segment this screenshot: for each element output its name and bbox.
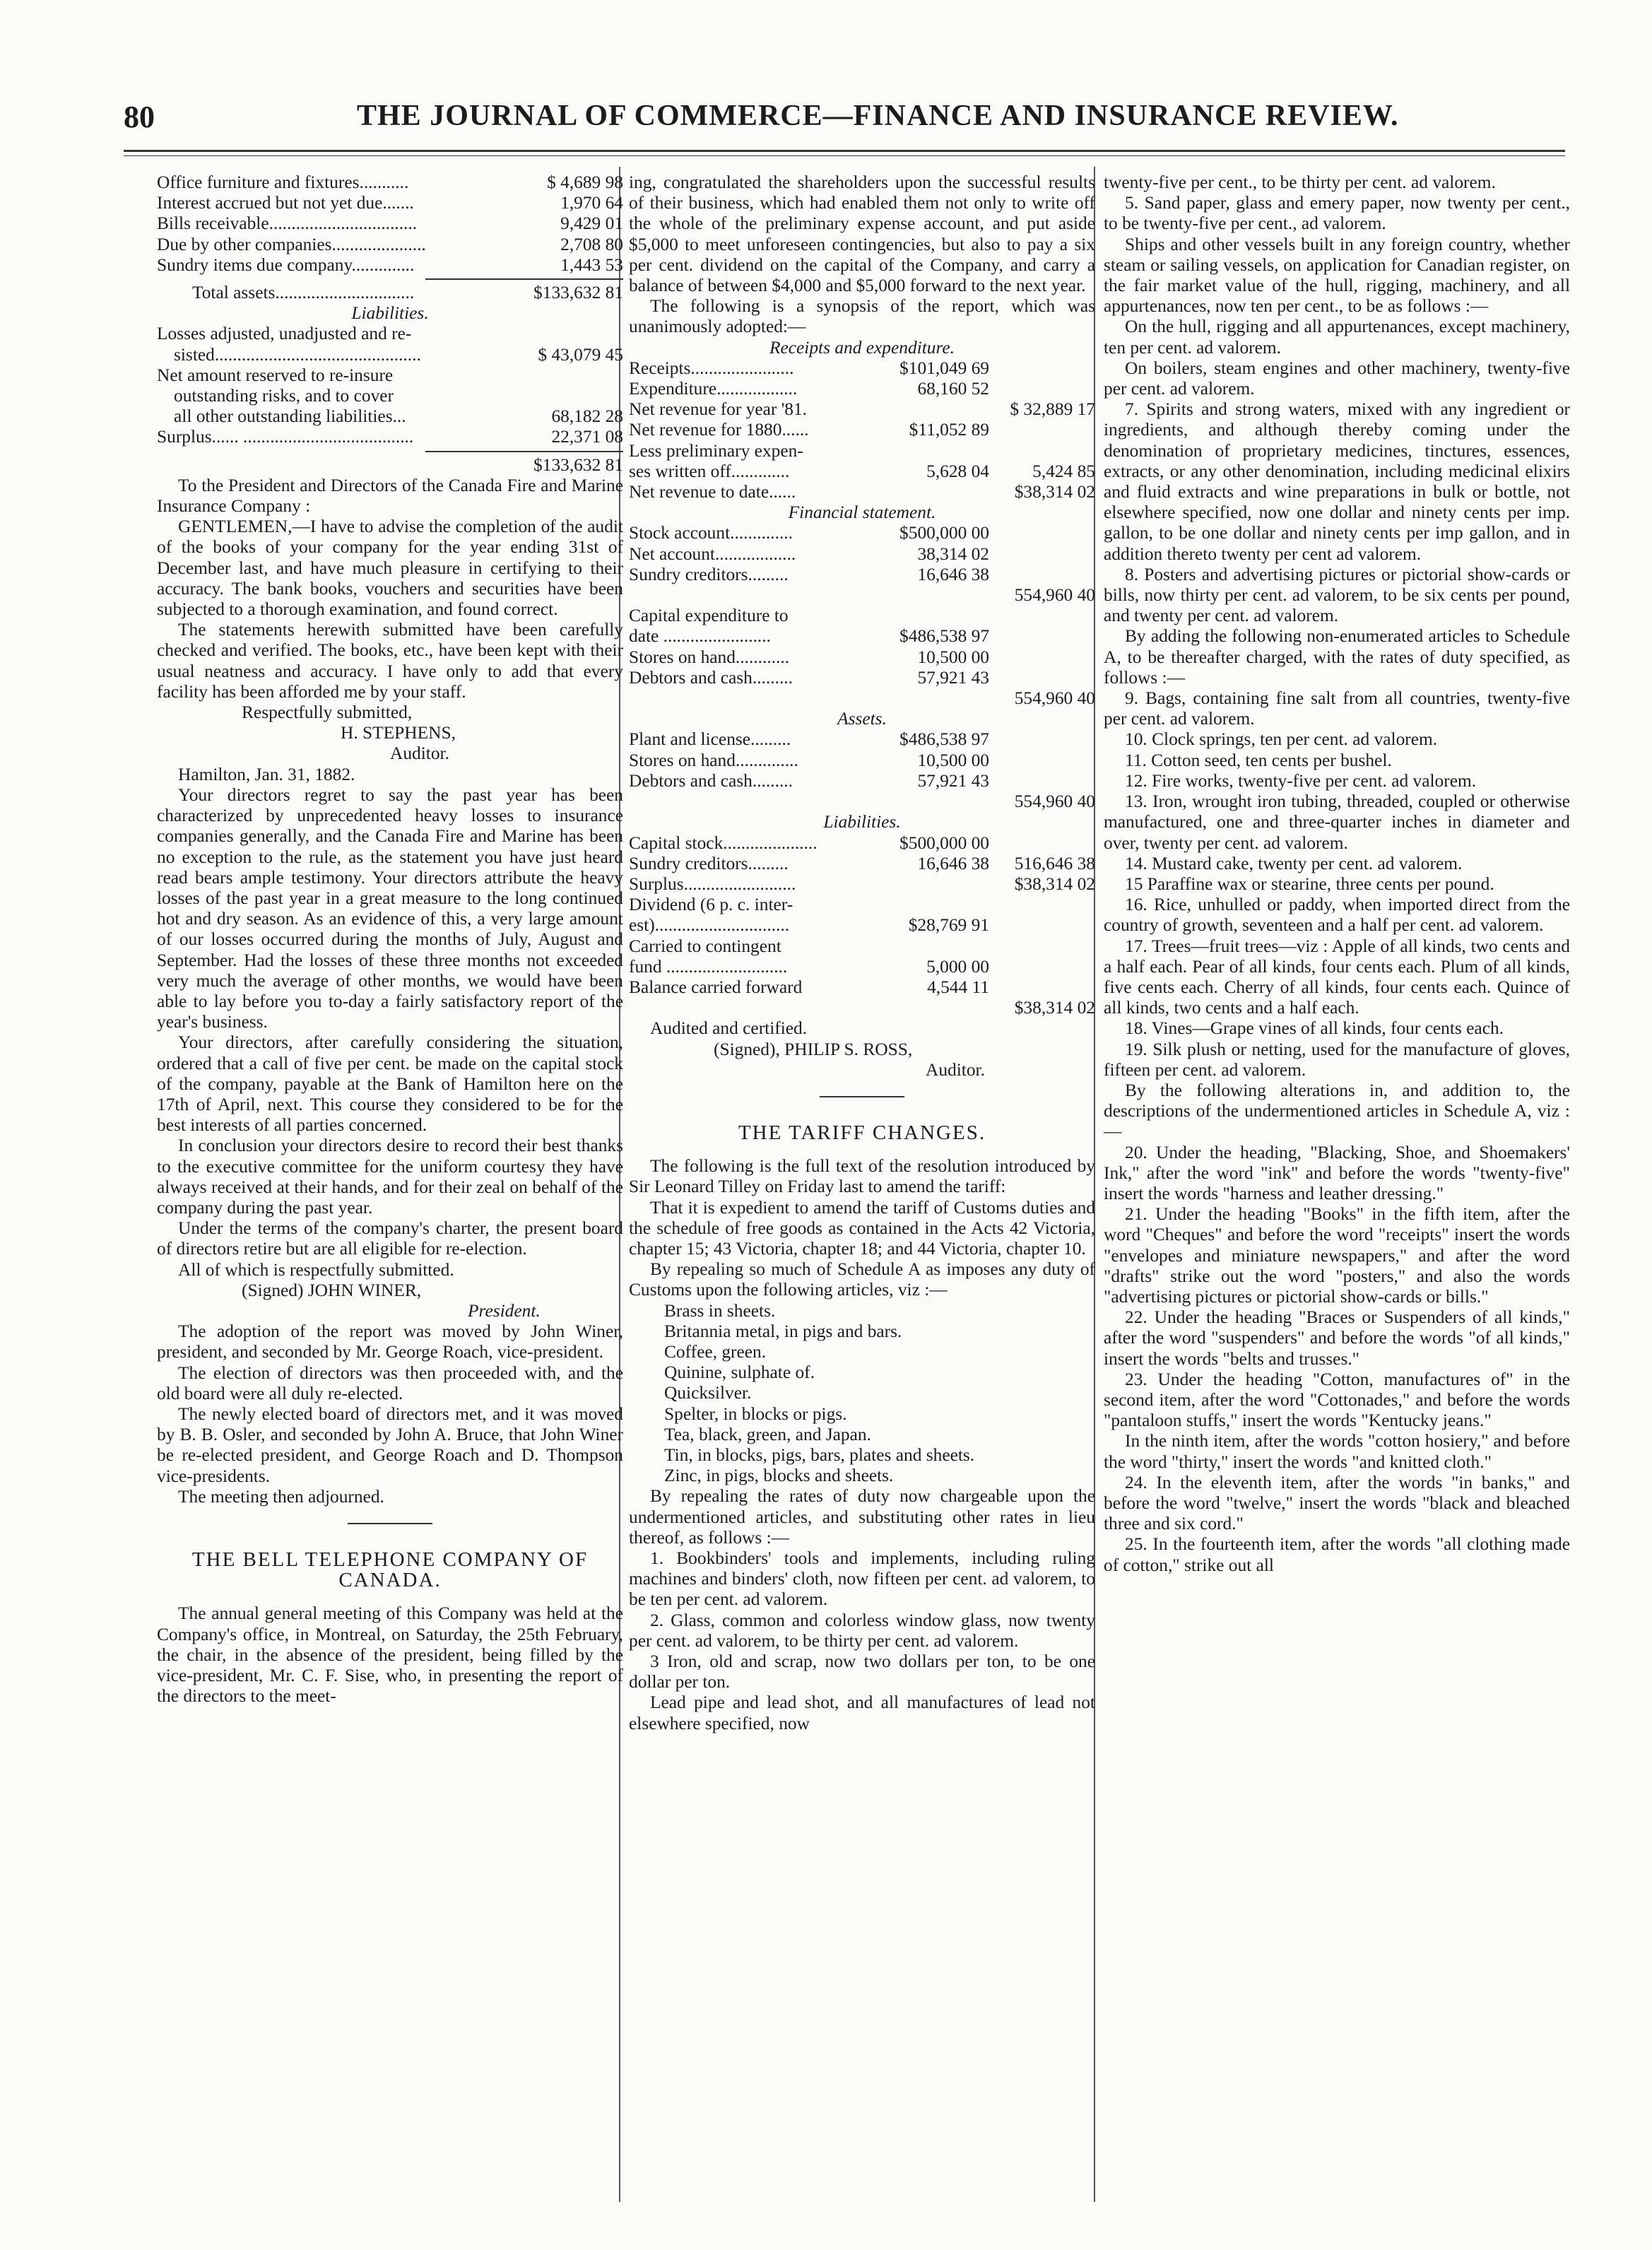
assets-table-2 (629, 729, 1095, 812)
ledger-total (989, 647, 1095, 668)
auditor-name: H. STEPHENS, (341, 723, 456, 743)
ledger-row: Net amount reserved to re-insure (157, 365, 394, 385)
ledger-row (629, 544, 1095, 565)
ledger-row: sisted.............................................. $ 43,079 45 (174, 344, 623, 365)
list-item: Quinine, sulphate of. (664, 1362, 815, 1383)
ledger-amount: 10,500 00 (917, 647, 989, 667)
directors-paragraph: Your directors regret to say the past year has been characterized by unprecedented heavy losses to insurance companies generally, and the Canada Fire and Marine has been no exception to the rule, as the statement you have just heard read bears ample testimony. Your directors attribute the heavy losses of the past year in a great measure to the long continued hot and dry season. As an evidence of this, a very large amount of our losses occurred during the months of July, August and September. Had the losses of these three months not exceeded very much the average of other months, we would have been able to lay before you to-day a fairly satisfactory report of the year's business. (157, 784, 623, 1032)
report-paragraph: ing, congratulated the shareholders upon the successful results of their business, which had enabled them not only to write off the whole of the preliminary expense account, and put aside $5,000 to meet unforeseen contingencies, but also to pay a six per cent. dividend on the capital of the Company, and carry a balance of between $4,000 and $5,000 forward to the next year. (629, 172, 1095, 296)
ross-signature: (Signed), PHILIP S. ROSS, (714, 1039, 913, 1059)
ledger-row (629, 771, 1095, 791)
ledger-total: 554,960 40 (1014, 585, 1095, 606)
ross-title: Auditor. (926, 1059, 985, 1080)
directors-paragraph: Your directors, after carefully considering the situation, ordered that a call of five per cent. be made on the capital stock of the company, payable at the Bank of Hamilton here on the 17th of April, next. This course they considered to be for the best interests of all parties concerned. (157, 1032, 623, 1136)
ledger-row (629, 420, 1095, 440)
column-1 (157, 172, 623, 2208)
ledger-amount (883, 441, 989, 461)
ledger-amount (883, 895, 989, 915)
ledger-row (629, 441, 1095, 461)
tariff-item: 3 Iron, old and scrap, now two dollars per ton, to be one dollar per ton. (629, 1651, 1095, 1692)
ledger-amount: $500,000 00 (899, 523, 989, 543)
ledger-row (629, 833, 1095, 854)
ledger-row (629, 482, 1095, 502)
ledger-row: Bills receivable................................. 9,429 01 (157, 213, 623, 234)
directors-paragraph: All of which is respectfully submitted. (178, 1259, 454, 1280)
ledger-row (629, 565, 1095, 585)
audited-line: Audited and certified. (650, 1018, 808, 1039)
ledger-amount (883, 998, 989, 1018)
ledger-label: Balance carried forward (629, 977, 803, 997)
ledger-total: $ 32,889 17 (1010, 399, 1095, 420)
tariff-paragraph: twenty-five per cent., to be thirty per cent. ad valorem. (1104, 172, 1496, 192)
ledger-amount (883, 585, 989, 606)
tariff-paragraph: 9. Bags, containing fine salt from all countries, twenty-five per cent. ad valorem. (1104, 688, 1570, 729)
list-item: Spelter, in blocks or pigs. (664, 1403, 847, 1424)
ledger-row (629, 729, 1095, 750)
ledger-total (989, 626, 1095, 647)
tariff-paragraph: 15 Paraffine wax or stearine, three cents per pound. (1125, 873, 1494, 894)
page-header (124, 99, 1565, 148)
ledger-label: Net account.................. (629, 543, 796, 564)
tariff-paragraph: By adding the following non-enumerated articles to Schedule A, to be thereafter charged, with the rates of duty specified, as follows :— (1104, 626, 1570, 688)
tariff-paragraph: 13. Iron, wrought iron tubing, threaded, coupled or otherwise manufactured, one and three-quarter inches in diameter and over, twenty per cent. ad valorem. (1104, 791, 1570, 853)
ledger-row (629, 668, 1095, 688)
ledger-total (989, 565, 1095, 585)
ledger-row (629, 750, 1095, 771)
tariff-item: 2. Glass, common and colorless window glass, now twenty per cent. ad valorem, to be thirty per cent. ad valorem. (629, 1610, 1095, 1651)
financial-table (629, 523, 1095, 709)
tariff-paragraph: 23. Under the heading "Cotton, manufactures of" in the second item, after the word "Cottonades," and before the words "pantaloon stuffs," insert the words "Kentucky jeans." (1104, 1369, 1570, 1431)
ledger-row: Sundry items due company.............. 1,443 53 (157, 254, 623, 275)
ledger-row (629, 874, 1095, 895)
ledger-label: Stores on hand.............. (629, 750, 798, 770)
ledger-amount (883, 606, 989, 626)
ledger-amount: 57,921 43 (917, 770, 989, 791)
bell-telephone-heading: THE BELL TELEPHONE COMPANY OF CANADA. (191, 1548, 589, 1592)
ledger-label: Expenditure.................. (629, 379, 798, 399)
ledger-total (989, 895, 1095, 915)
ledger-total (989, 379, 1095, 399)
ledger-total (989, 544, 1095, 565)
ledger-total (989, 420, 1095, 440)
meeting-paragraph: The meeting then adjourned. (178, 1486, 384, 1507)
ledger-row (629, 915, 1095, 936)
receipts-table (629, 358, 1095, 502)
ledger-row (629, 358, 1095, 379)
auditor-title: Auditor. (390, 743, 449, 764)
ledger-total: $38,314 02 (1014, 998, 1095, 1018)
ledger-total (989, 606, 1095, 626)
meeting-paragraph: The newly elected board of directors met, and it was moved by B. B. Osler, and seconded by John A. Bruce, that John Winer be re-elected president, and George Roach and D. Thompson vice-presidents. (157, 1403, 623, 1486)
ledger-total (989, 915, 1095, 936)
ledger-row: Office furniture and fixtures........... $ 4,689 98 (157, 172, 623, 192)
ledger-label: Plant and license......... (629, 729, 791, 750)
financial-heading: Financial statement. (788, 502, 936, 523)
ledger-label: fund ........................... (629, 956, 788, 977)
ledger-amount: $101,049 69 (899, 358, 989, 378)
ledger-label: Stock account.............. (629, 523, 793, 543)
ledger-amount: 16,646 38 (917, 564, 989, 584)
header-rule (124, 150, 1565, 152)
journal-title: THE JOURNAL OF COMMERCE—FINANCE AND INSURANCE REVIEW. (357, 100, 1399, 132)
ledger-amount: 38,314 02 (917, 543, 989, 564)
ledger-amount: 68,160 52 (917, 379, 989, 399)
ledger-row: Interest accrued but not yet due....... 1,970 64 (157, 193, 623, 213)
ledger-total: $38,314 02 (1014, 482, 1095, 502)
ledger-row (629, 791, 1095, 812)
ledger-total (989, 750, 1095, 771)
assets-heading: Assets. (837, 709, 887, 729)
total-rule (425, 451, 623, 452)
ledger-label: est).............................. (629, 915, 790, 936)
list-item: Tin, in blocks, pigs, bars, plates and sheets. (664, 1444, 975, 1465)
ledger-label: Dividend (6 p. c. inter- (629, 895, 793, 915)
total-rule (425, 278, 623, 280)
list-item: Zinc, in pigs, blocks and sheets. (664, 1466, 894, 1486)
tariff-paragraph: On boilers, steam engines and other machinery, twenty-five per cent. ad valorem. (1104, 358, 1570, 399)
tariff-item: 1. Bookbinders' tools and implements, including ruling machines and binders' cloth, now fifteen per cent. ad valorem, to be ten per cent. ad valorem. (629, 1548, 1095, 1610)
ledger-label (629, 791, 883, 812)
liabilities-table (157, 324, 623, 475)
ledger-label: ses written off............. (629, 461, 790, 481)
respectfully-submitted: Respectfully submitted, (242, 702, 413, 723)
list-item: Quicksilver. (664, 1383, 752, 1403)
ledger-row (629, 998, 1095, 1018)
tariff-paragraph: By repealing the rates of duty now chargeable upon the undermentioned articles, and substituting other rates in lieu thereof, as follows :— (629, 1486, 1095, 1548)
ledger-row: Losses adjusted, unadjusted and re- (157, 324, 412, 344)
ledger-row (629, 626, 1095, 647)
tariff-paragraph: 17. Trees—fruit trees—viz : Apple of all kinds, two cents and a half each. Pear of all kinds, four cents each. Plum of all kinds, five cents each. Cherry of all kinds, four cents each. Quince of all kinds, two cents and a half each. (1104, 936, 1570, 1018)
ledger-label: Capital expenditure to (629, 606, 789, 626)
ledger-label: date ........................ (629, 626, 771, 647)
tariff-item: Lead pipe and lead shot, and all manufactures of lead not elsewhere specified, now (629, 1692, 1095, 1733)
receipts-heading: Receipts and expenditure. (769, 337, 955, 358)
ledger-total: 5,424 85 (1032, 461, 1095, 481)
list-item: Tea, black, green, and Japan. (664, 1424, 871, 1444)
president-title: President. (468, 1300, 541, 1321)
ledger-label: Debtors and cash......... (629, 667, 793, 688)
directors-paragraph: Under the terms of the company's charter, the present board of directors retire but are all eligible for re-election. (157, 1218, 623, 1259)
ledger-row (629, 606, 1095, 626)
tariff-paragraph: 25. In the fourteenth item, after the words "all clothing made of cotton," strike out all (1104, 1534, 1570, 1575)
list-item: Coffee, green. (664, 1341, 767, 1362)
tariff-paragraph: 5. Sand paper, glass and emery paper, now twenty per cent., to be twenty-five per cent., ad valorem. (1104, 193, 1570, 234)
tariff-paragraph: That it is expedient to amend the tariff of Customs duties and the schedule of free goods as contained in the Acts 42 Victoria, chapter 15; 43 Victoria, chapter 18; and 44 Victoria, chapter 10. (629, 1197, 1095, 1259)
ledger-label (629, 998, 883, 1018)
ledger-label: Surplus......................... (629, 873, 796, 894)
ledger-amount (883, 791, 989, 812)
ledger-label: Capital stock..................... (629, 832, 818, 853)
ledger-total (989, 729, 1095, 750)
tariff-paragraph: Ships and other vessels built in any foreign country, whether steam or sailing vessels, on application for Canadian register, on the fair market value of the hull, rigging, machinery, and all appurtenances, now ten per cent., to be as follows :— (1104, 234, 1570, 317)
ledger-row (629, 461, 1095, 482)
column-2 (629, 172, 1095, 2208)
tariff-paragraph: On the hull, rigging and all appurtenances, except machinery, ten per cent. ad valorem. (1104, 317, 1570, 358)
section-separator (348, 1523, 432, 1524)
ledger-row (629, 936, 1095, 957)
tariff-paragraph: 18. Vines—Grape vines of all kinds, four cents each. (1125, 1018, 1504, 1039)
ledger-total (989, 833, 1095, 854)
tariff-paragraph: By repealing so much of Schedule A as imposes any duty of Customs upon the following articles, viz :— (629, 1259, 1095, 1300)
report-paragraph: The following is a synopsis of the report, which was unanimously adopted:— (629, 296, 1095, 337)
ledger-total: $38,314 02 (1014, 873, 1095, 894)
tariff-paragraph: 12. Fire works, twenty-five per cent. ad valorem. (1125, 770, 1477, 791)
ledger-label: Net revenue to date...... (629, 482, 796, 502)
ledger-amount: $486,538 97 (899, 626, 989, 647)
meeting-paragraph: The adoption of the report was moved by John Winer, president, and seconded by Mr. George Roach, vice-president. (157, 1321, 623, 1362)
tariff-paragraph: 24. In the eleventh item, after the words "in banks," and before the word "twelve," insert the words "black and bleached three and six cord." (1104, 1472, 1570, 1534)
tariff-paragraph: 22. Under the heading "Braces or Suspenders of all kinds," after the word "suspenders" and before the words "of all kinds," insert the words "belts and trusses." (1104, 1307, 1570, 1369)
dateline: Hamilton, Jan. 31, 1882. (178, 764, 355, 784)
tariff-paragraph: By the following alterations in, and addition to, the descriptions of the undermentioned articles in Schedule A, viz :— (1104, 1080, 1570, 1142)
ledger-amount: 16,646 38 (917, 853, 989, 873)
ledger-amount: 10,500 00 (917, 750, 989, 770)
tariff-paragraph: 16. Rice, unhulled or paddy, when imported direct from the country of growth, seventeen and a half per cent. ad valorem. (1104, 895, 1570, 936)
president-signature: (Signed) JOHN WINER, (242, 1280, 422, 1300)
ledger-total (989, 957, 1095, 977)
ledger-row (629, 379, 1095, 399)
ledger-amount: $500,000 00 (899, 832, 989, 853)
ledger-label: Sundry creditors......... (629, 853, 789, 873)
ledger-label: Less preliminary expen- (629, 440, 803, 461)
tariff-heading: THE TARIFF CHANGES. (738, 1121, 986, 1144)
auditor-address: To the President and Directors of the Canada Fire and Marine Insurance Company : (157, 475, 623, 517)
tariff-paragraph: In the ninth item, after the words "cotton hosiery," and before the word "thirty," insert the words "and knitted cloth." (1104, 1431, 1570, 1472)
ledger-amount (883, 688, 989, 709)
ledger-label: Net revenue for year '81. (629, 399, 808, 420)
tariff-paragraph: 21. Under the heading "Books" in the fifth item, after the word "Cheques" and before the word "receipts" insert the words "envelopes and miniature newspapers," and after the word "drafts" strike out the word "posters," and also the words "advertising pictures or pictorial show-cards or bills." (1104, 1204, 1570, 1307)
ledger-total (989, 523, 1095, 543)
ledger-label: Debtors and cash......... (629, 770, 793, 791)
ledger-label: Sundry creditors......... (629, 564, 789, 584)
tariff-paragraph: 11. Cotton seed, ten cents per bushel. (1125, 750, 1392, 770)
ledger-total (989, 668, 1095, 688)
ledger-total (989, 977, 1095, 998)
ledger-row: all other outstanding liabilities... 68,182 28 (174, 406, 623, 427)
ledger-amount (883, 482, 989, 502)
ledger-label: Net revenue for 1880...... (629, 420, 809, 440)
page-number: 80 (124, 100, 155, 134)
ledger-amount (883, 874, 989, 895)
liabilities-table-2 (629, 833, 1095, 1019)
auditor-paragraph: GENTLEMEN,—I have to advise the completion of the audit of the books of your company for the year ending 31st of December last, and have much pleasure in certifying to their accuracy. The bank books, vouchers and securities have been subjected to a thorough examination, and found correct. (157, 517, 623, 620)
ledger-total (989, 771, 1095, 791)
ledger-amount: 5,628 04 (926, 461, 989, 481)
tariff-paragraph: 7. Spirits and strong waters, mixed with any ingredient or ingredients, and although thereby coming under the denomination of proprietary medicines, tinctures, essences, extracts, or any other denomination, including medicinal elixirs and fluid extracts and wine preparations in bulk or bottle, not elsewhere specified, now one dollar and ninety cents per imp. gallon, to be one dollar and ninety cents per imp gallon, and in addition thereto twenty per cent ad valorem. (1104, 399, 1570, 564)
liabilities-heading-2: Liabilities. (823, 812, 901, 832)
auditor-paragraph: The statements herewith submitted have been carefully checked and verified. The books, etc., have been kept with their usual neatness and accuracy. I have only to add that every facility has been afforded me by your staff. (157, 620, 623, 702)
ledger-row (629, 854, 1095, 874)
tariff-paragraph: The following is the full text of the resolution introduced by Sir Leonard Tilley on Friday last to amend the tariff: (629, 1156, 1095, 1197)
ledger-amount: $11,052 89 (909, 420, 989, 440)
ledger-label (629, 585, 883, 606)
ledger-row (629, 585, 1095, 606)
ledger-amount: 4,544 11 (927, 977, 989, 997)
ledger-row (629, 688, 1095, 709)
tariff-paragraph: 19. Silk plush or netting, used for the manufacture of gloves, fifteen per cent. ad valorem. (1104, 1039, 1570, 1080)
ledger-label: Stores on hand............ (629, 647, 790, 667)
ledger-label: Carried to contingent (629, 936, 781, 956)
ledger-amount (883, 399, 989, 420)
list-item: Britannia metal, in pigs and bars. (664, 1321, 902, 1341)
free-goods-list (629, 1301, 1095, 1487)
ledger-amount: $486,538 97 (899, 729, 989, 750)
ledger-row (629, 523, 1095, 543)
tariff-paragraph: 10. Clock springs, ten per cent. ad valorem. (1125, 729, 1438, 750)
total-assets-row: Total assets............................... $133,632 81 (192, 283, 623, 303)
tariff-paragraph: 20. Under the heading, "Blacking, Shoe, and Shoemakers' Ink," after the word "ink" and before the words "twenty-five" insert the words "harness and leather dressing." (1104, 1142, 1570, 1203)
ledger-total (989, 441, 1095, 461)
ledger-total (989, 936, 1095, 957)
column-3 (1104, 172, 1570, 2208)
ledger-row (629, 895, 1095, 915)
ledger-amount (883, 936, 989, 957)
ledger-total (989, 358, 1095, 379)
bell-paragraph: The annual general meeting of this Company was held at the Company's office, in Montreal, on Saturday, the 25th February, the chair, in the absence of the president, being filled by the vice-president, Mr. C. F. Sise, who, in presenting the report of the directors to the meet- (157, 1603, 623, 1707)
meeting-paragraph: The election of directors was then proceeded with, and the old board were all duly re-elected. (157, 1362, 623, 1403)
ledger-row (629, 957, 1095, 977)
list-item: Brass in sheets. (664, 1300, 776, 1321)
liabilities-heading: Liabilities. (351, 303, 429, 324)
ledger-label (629, 688, 883, 709)
ledger-total: 554,960 40 (1014, 688, 1095, 709)
ledger-amount: 5,000 00 (926, 956, 989, 977)
ledger-row (629, 399, 1095, 420)
ledger-row: Surplus...... ...................................... 22,371 08 (157, 427, 623, 447)
ledger-total: 554,960 40 (1014, 791, 1095, 812)
directors-paragraph: In conclusion your directors desire to record their best thanks to the executive committee for the uniform courtesy they have always received at their hands, and for their zeal on behalf of the company during the past year. (157, 1136, 623, 1218)
liabilities-total: $133,632 81 (533, 454, 623, 475)
ledger-total: 516,646 38 (1014, 853, 1095, 873)
ledger-row: Due by other companies..................... 2,708 80 (157, 234, 623, 254)
ledger-row (629, 977, 1095, 998)
header-rule-thin (124, 155, 1565, 156)
ledger-amount: $28,769 91 (908, 915, 989, 936)
ledger-label: Receipts....................... (629, 358, 794, 378)
tariff-paragraph: 8. Posters and advertising pictures or pictorial show-cards or bills, now thirty per cent. ad valorem, to be six cents per pound, and twenty per cent. ad valorem. (1104, 564, 1570, 626)
ledger-row: outstanding risks, and to cover (174, 386, 394, 406)
ledger-row (629, 647, 1095, 668)
assets-table (157, 172, 623, 303)
ledger-amount: 57,921 43 (917, 667, 989, 688)
section-separator (820, 1096, 904, 1097)
tariff-paragraph: 14. Mustard cake, twenty per cent. ad valorem. (1125, 853, 1463, 873)
